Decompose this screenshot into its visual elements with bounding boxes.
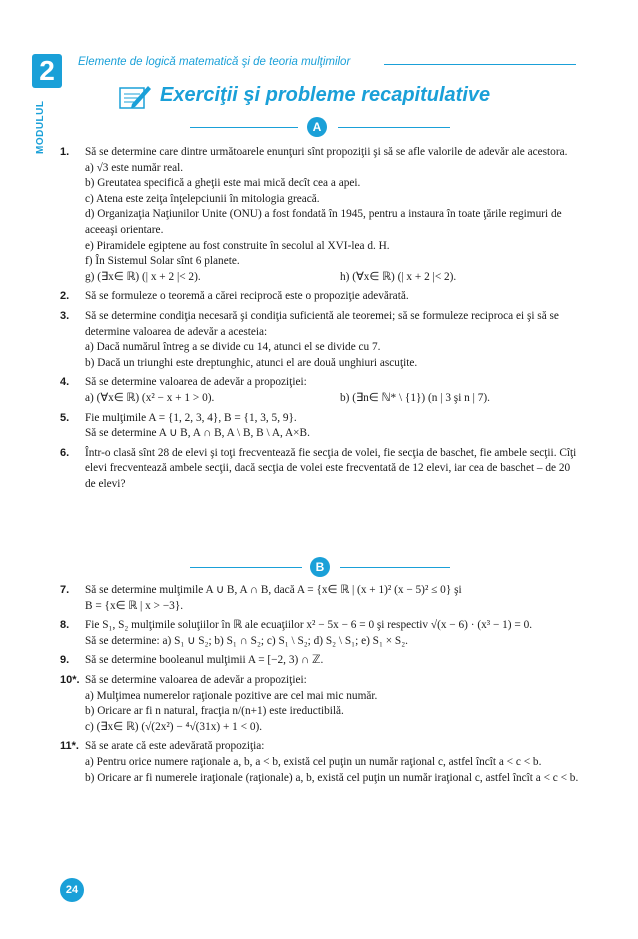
exercise-subitem-pair xyxy=(85,270,580,286)
exercise-subitem: a) Mulţimea numerelor raţionale pozitive are cel mai mic număr. xyxy=(85,689,378,702)
exercise-subitem: c) Atena este zeiţa înţelepciunii în mitologia greacă. xyxy=(85,192,320,205)
section-a-rule-right xyxy=(338,127,450,128)
exercise-number: 5. xyxy=(60,411,70,424)
exercise-1 xyxy=(60,145,580,285)
exercise-subitem: h) (∀x∈ ℝ) (| x + 2 |< 2). xyxy=(340,270,457,283)
page-number: 24 xyxy=(60,878,84,902)
section-b-rule-left xyxy=(190,567,302,568)
exercise-subitem: e) Piramidele egiptene au fost construite în secolul al XVI-lea d. H. xyxy=(85,239,390,252)
exercise-subitem: b) Oricare ar fi n natural, fracţia n/(n+1) este ireductibilă. xyxy=(85,705,344,718)
exercise-2 xyxy=(60,289,580,305)
exercise-text: Să se determine valoarea de adevăr a propoziţiei: xyxy=(85,376,307,389)
exercise-subitem-pair xyxy=(85,391,580,407)
exercise-subitem: c) (∃x∈ ℝ) (√(2x²) − ⁴√(31x) + 1 < 0). xyxy=(85,720,263,733)
exercise-10 xyxy=(60,673,580,735)
exercise-subitem: a) Dacă numărul întreg a se divide cu 14, atunci el se divide cu 7. xyxy=(85,341,381,354)
section-b-list xyxy=(60,583,580,786)
exercise-number: 6. xyxy=(60,446,70,459)
exercise-text: Să se arate că este adevărată propoziţia: xyxy=(85,740,265,753)
chapter-title: Elemente de logică matematică şi de teoria mulţimilor xyxy=(78,56,351,68)
exercise-text: Să se determine mulţimile A ∪ B, A ∩ B, dacă A = {x∈ ℝ | (x + 1)² (x − 5)² ≤ 0} şi xyxy=(85,584,462,596)
exercise-text: Să se determine valoarea de adevăr a propoziţiei: xyxy=(85,673,307,686)
module-number-badge: 2 xyxy=(32,54,62,88)
exercise-number: 7. xyxy=(60,584,70,596)
exercise-subitem: b) Dacă un triunghi este dreptunghic, atunci el are două unghiuri ascuţite. xyxy=(85,356,418,369)
section-a-rule-left xyxy=(190,127,298,128)
exercise-text: Să se determine care dintre următoarele enunţuri sînt propoziţii şi să se afle valorile de adevăr ale acestora. xyxy=(85,146,568,158)
exercise-text: Să se determine booleanul mulţimii A = [−2, 3) ∩ ℤ. xyxy=(85,654,324,667)
exercise-subitem: Să se determine A ∪ B, A ∩ B, A \ B, B \ A, A×B. xyxy=(85,427,310,440)
exercise-3 xyxy=(60,309,580,371)
pencil-notebook-icon xyxy=(118,84,152,110)
exercise-number: 4. xyxy=(60,376,70,389)
module-label: MODULUL xyxy=(35,100,46,154)
exercise-subitem: b) (∃n∈ ℕ* \ {1}) (n | 3 şi n | 7). xyxy=(340,391,490,404)
exercise-number: 9. xyxy=(60,654,70,667)
section-a-label: A xyxy=(307,117,327,137)
exercise-subitem: f) În Sistemul Solar sînt 6 planete. xyxy=(85,255,240,268)
exercise-7 xyxy=(60,583,580,614)
exercise-text: Fie S₁, S₂ mulţimile soluţiilor în ℝ ale ecuaţiilor x² − 5x − 6 = 0 şi respectiv √(x − 6) · (x³ − 1) = 0. xyxy=(85,619,533,632)
exercise-subitem: a) √3 este număr real. xyxy=(85,161,184,174)
section-b-label: B xyxy=(310,557,330,577)
exercise-text: Fie mulţimile A = {1, 2, 3, 4}, B = {1, 3, 5, 9}. xyxy=(85,411,297,424)
exercise-subitem: b) Oricare ar fi numerele iraţionale (raţionale) a, b, există cel puţin un număr iraţional c, astfel încît a < c < b. xyxy=(85,771,579,784)
exercise-subitem: d) Organizaţia Naţiunilor Unite (ONU) a fost fondată în 1945, pentru a instaura în toate ţările regimuri de aceeaşi orientare. xyxy=(85,208,562,236)
exercise-4 xyxy=(60,375,580,406)
exercise-subitem: a) (∀x∈ ℝ) (x² − x + 1 > 0). xyxy=(85,391,215,404)
section-title: Exerciţii şi probleme recapitulative xyxy=(160,84,491,106)
exercise-11 xyxy=(60,739,580,786)
exercise-text: Într-o clasă sînt 28 de elevi şi toţi frecventează fie secţia de volei, fie secţia de baschet, fie ambele secţii. Cîţi elevi frecventează ambele secţii, dacă secţia de volei este frecventată de 12 elevi, iar cea de baschet – de 20 de elevi? xyxy=(85,446,577,490)
exercise-number: 11*. xyxy=(60,740,79,753)
exercise-subitem: Să se determine: a) S₁ ∪ S₂; b) S₁ ∩ S₂; c) S₁ \ S₂; d) S₂ \ S₁; e) S₁ × S₂. xyxy=(85,634,408,647)
chapter-rule xyxy=(384,64,576,65)
section-a-list xyxy=(60,145,580,492)
exercise-number: 3. xyxy=(60,309,70,322)
exercise-text: Să se formuleze o teoremă a cărei reciprocă este o propoziţie adevărată. xyxy=(85,290,409,303)
exercise-subitem: B = {x∈ ℝ | x > −3}. xyxy=(85,599,184,612)
exercise-5 xyxy=(60,411,580,442)
exercise-9 xyxy=(60,653,580,669)
exercise-subitem: g) (∃x∈ ℝ) (| x + 2 |< 2). xyxy=(85,270,201,283)
exercise-number: 8. xyxy=(60,619,70,632)
exercise-number: 10*. xyxy=(60,673,80,686)
exercise-subitem: b) Greutatea specifică a gheţii este mai mică decît cea a apei. xyxy=(85,177,361,190)
section-b-rule-right xyxy=(340,567,450,568)
exercise-number: 2. xyxy=(60,290,70,303)
exercise-6 xyxy=(60,446,580,493)
exercise-text: Să se determine condiţia necesară şi condiţia suficientă ale teoremei; să se formuleze reciproca ei şi să se determine valoarea de adevăr a acesteia: xyxy=(85,309,559,338)
exercise-number: 1. xyxy=(60,146,70,158)
exercise-subitem: a) Pentru orice numere raţionale a, b, a < b, există cel puţin un număr raţional c, astfel încît a < c < b. xyxy=(85,755,542,768)
exercise-8 xyxy=(60,618,580,649)
